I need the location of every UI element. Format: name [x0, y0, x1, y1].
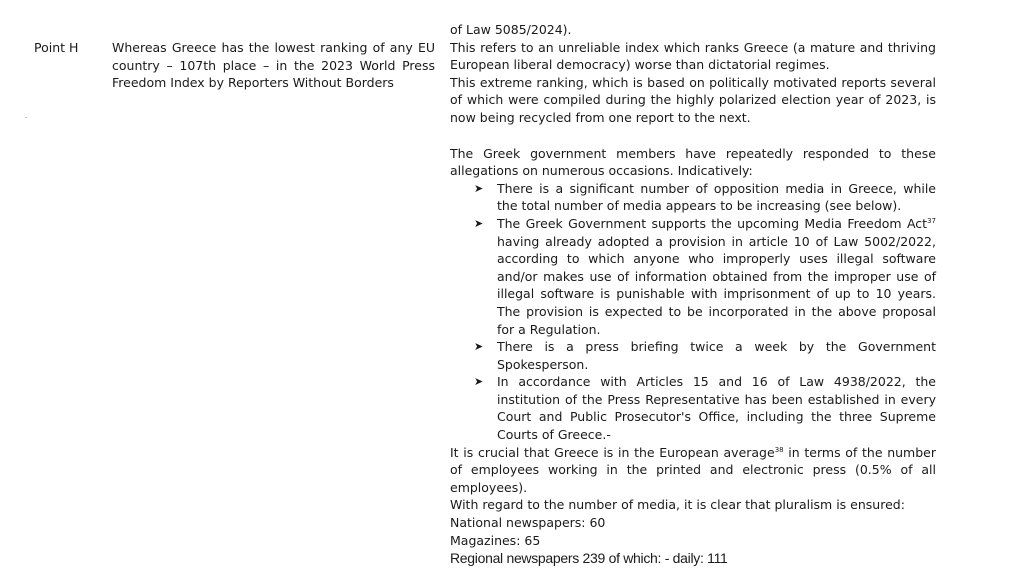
- magazines-line: Magazines: 65: [450, 532, 541, 548]
- response-paragraph-5: With regard to the number of media, it is clear that pluralism is ensured:: [450, 497, 905, 513]
- list-item: [450, 338, 936, 373]
- list-item: [450, 373, 936, 443]
- arrowhead-bullet-icon: ➤: [474, 216, 484, 230]
- response-paragraph-1: This refers to an unreliable index which ranks Greece (a mature and thriving European liberal democracy) worse than dictatorial regimes.: [450, 39, 936, 73]
- list-item: [450, 180, 936, 215]
- footnote-marker: 38: [774, 445, 784, 454]
- bullet-text: The Greek Government supports the upcoming Media Freedom Act: [497, 215, 928, 231]
- arrowhead-bullet-icon: ➤: [474, 181, 484, 195]
- bullet-text-continued: having already adopted a provision in article 10 of Law 5002/2022, according to which anyone who improperly uses illegal software and/or makes use of information obtained from the improper use of illegal software is punishable with imprisonment of up to 10 years. The provision is expected to be incorporated in the above proposal for a Regulation.: [497, 233, 936, 337]
- regional-newspapers-line: Regional newspapers 239 of which: - daily: 111: [450, 550, 728, 567]
- law-reference-line: of Law 5085/2024).: [450, 22, 572, 37]
- response-paragraph-4: [450, 444, 936, 497]
- bullet-text: There is a press briefing twice a week by the Government Spokesperson.: [497, 339, 936, 372]
- paragraph-gap: [450, 127, 936, 145]
- point-label: Point H: [34, 40, 79, 55]
- arrowhead-bullet-icon: ➤: [474, 340, 484, 354]
- bullet-text: In accordance with Articles 15 and 16 of Law 4938/2022, the institution of the Press Representative has been established in every Court and Public Prosecutor's Office, including the three Supreme Courts of Greece.-: [497, 374, 936, 443]
- footnote-marker: 37: [927, 216, 936, 225]
- list-item: [450, 215, 936, 338]
- scan-speck: [25, 117, 27, 118]
- bullet-list: [450, 180, 936, 444]
- response-paragraph-2: This extreme ranking, which is based on politically motivated reports several of which were compiled during the highly polarized election year of 2023, is now being recycled from one report to the next.: [450, 74, 936, 125]
- claim-text: Whereas Greece has the lowest ranking of any EU country – 107th place – in the 2023 World Press Freedom Index by Reporters Without Borders: [112, 40, 435, 91]
- national-newspapers-line: National newspapers: 60: [450, 515, 606, 531]
- bullet-text: There is a significant number of opposition media in Greece, while the total number of media appears to be increasing (see below).: [497, 180, 936, 214]
- response-paragraph-3: The Greek government members have repeatedly responded to these allegations on numerous occasions. Indicatively:: [450, 145, 936, 179]
- arrowhead-bullet-icon: ➤: [474, 375, 484, 389]
- paragraph-text-continued: in terms of the number of employees working in the printed and electronic press (0.5% of all employees).: [450, 444, 937, 495]
- paragraph-text: It is crucial that Greece is in the European average: [450, 444, 775, 460]
- response-column: [450, 21, 936, 568]
